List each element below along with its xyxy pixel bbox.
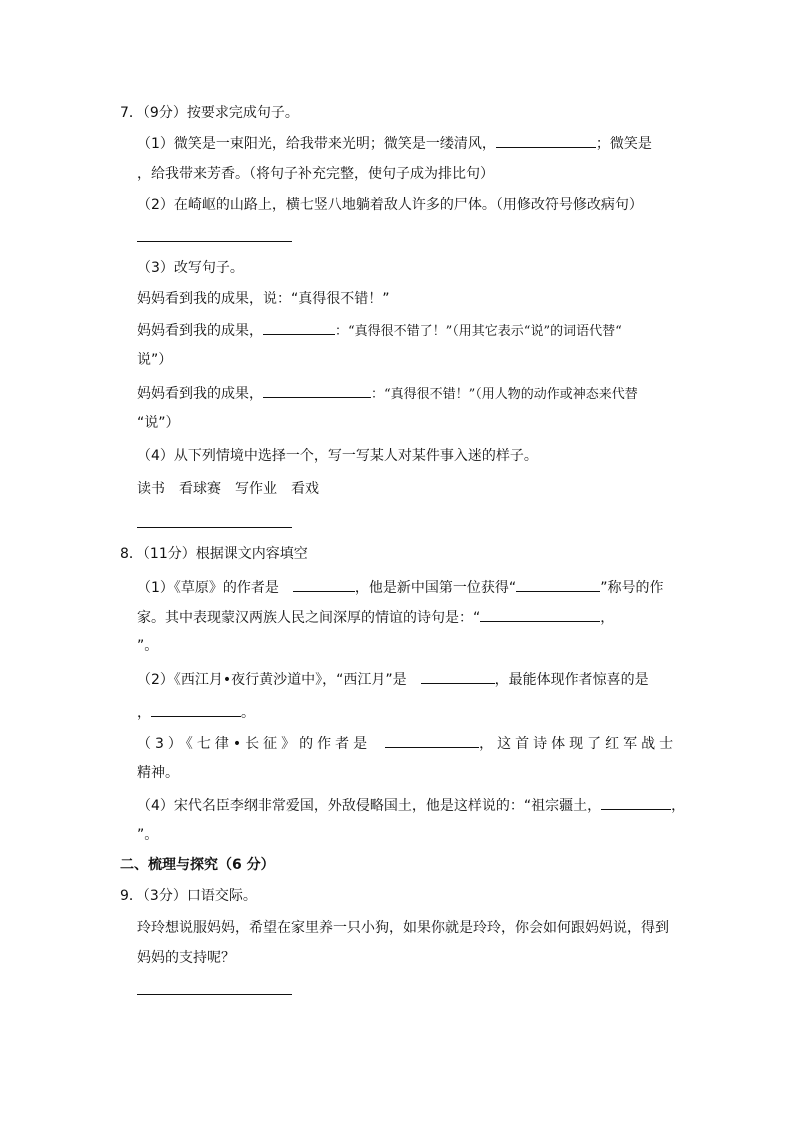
q7-part3: （3）改写句子。	[137, 260, 244, 276]
q8-part1-line3: ”。	[137, 638, 159, 654]
q8-part2-d: 。	[241, 705, 255, 721]
q8-part2-a: （2）《西江月•夜行黄沙道中》，“西江月”是	[137, 672, 407, 688]
q7-part3-blank1[interactable]	[263, 320, 335, 335]
q8-part2-blank2[interactable]	[151, 702, 241, 717]
q8-part4-line1	[137, 795, 685, 816]
q8-part2-c: ，	[137, 705, 151, 721]
q7-part1-line2: ，给我带来芳香。（将句子补充完整，使句子成为排比句）	[137, 166, 494, 182]
q8-part1-blank-author[interactable]	[293, 577, 355, 592]
q7-part1-text-a: （1）微笑是一束阳光，给我带来光明；微笑是一缕清风，	[137, 136, 496, 152]
q7-part3-rewrite1-a: 妈妈看到我的成果，	[137, 323, 263, 339]
q7-part3-rewrite1-cont: 说”）	[137, 352, 173, 368]
q8-part1-e: ，	[600, 610, 615, 626]
section2-title: 二、梳理与探究（6 分）	[120, 857, 275, 873]
q8-part3-blank[interactable]	[385, 733, 479, 748]
q8-part1-line2	[137, 607, 614, 628]
option-reading: 读书	[137, 481, 165, 497]
q7-part3-original: 妈妈看到我的成果，说：“真得很不错！”	[137, 291, 390, 307]
q8-part3-line2: 精神。	[137, 765, 179, 781]
q7-part3-rewrite1-b: ：“真得很不错了！”（用其它表示“说”的词语代替“	[335, 324, 622, 339]
q7-part3-rewrite2-cont: “说”）	[137, 415, 180, 431]
q8-part1-a: （1）《草原》的作者是	[137, 580, 279, 596]
q7-part1-line1	[137, 133, 652, 154]
q7-head: 7．（9分）按要求完成句子。	[120, 105, 299, 121]
q8-part2-line2	[137, 702, 255, 723]
q9-head: 9．（3分）口语交际。	[120, 888, 257, 904]
q8-part1-d: 家。其中表现蒙汉两族人民之间深厚的情谊的诗句是：“	[137, 610, 481, 626]
q7-part3-blank2[interactable]	[263, 383, 371, 398]
q7-part3-rewrite2-a: 妈妈看到我的成果，	[137, 386, 263, 402]
q8-part4-blank[interactable]	[601, 795, 671, 810]
q8-part1-blank-title[interactable]	[516, 577, 600, 592]
q8-part1-line1	[137, 577, 663, 598]
option-watch-ball-game: 看球赛	[179, 481, 221, 497]
q7-part2-answer-line[interactable]	[137, 240, 292, 242]
q8-part3-b: ，这首诗体现了红军战士	[479, 736, 678, 752]
q8-part3-a: （3）《七律•长征》的作者是	[137, 736, 372, 752]
q9-answer-line[interactable]	[137, 993, 292, 995]
q7-part1-blank1[interactable]	[496, 133, 596, 148]
q8-part4-a: （4）宋代名臣李纲非常爱国，外敌侵略国土，他是这样说的：“祖宗疆土，	[137, 798, 602, 814]
q7-part1-text-b: ；微笑是	[595, 136, 652, 152]
q8-part3-line1	[137, 733, 677, 754]
q7-part4-options	[137, 479, 319, 499]
q8-part1-blank-poem[interactable]	[480, 607, 600, 622]
q7-part3-rewrite2-b: ：“真得很不错！”（用人物的动作或神态来代替	[371, 387, 638, 402]
q8-part4-b: ，	[671, 798, 686, 814]
q9-line1: 玲玲想说服妈妈，希望在家里养一只小狗，如果你就是玲玲，你会如何跟妈妈说，得到	[137, 920, 669, 936]
q7-part3-rewrite1	[137, 320, 622, 342]
option-watch-opera: 看戏	[291, 481, 319, 497]
q9-line2: 妈妈的支持呢？	[137, 950, 235, 966]
q8-part2-blank1[interactable]	[421, 669, 495, 684]
q8-part1-c: ”称号的作	[600, 580, 664, 596]
q8-head: 8．（11分）根据课文内容填空	[120, 546, 308, 562]
q8-part4-line2: ”。	[137, 827, 159, 843]
q8-part1-b: ，他是新中国第一位获得“	[354, 580, 517, 596]
option-homework: 写作业	[235, 481, 277, 497]
q7-part2: （2）在崎岖的山路上，横七竖八地躺着敌人许多的尸体。（用修改符号修改病句）	[137, 197, 643, 213]
q7-part3-rewrite2	[137, 383, 638, 405]
q7-part4-answer-line[interactable]	[137, 526, 292, 528]
q7-part4: （4）从下列情境中选择一个，写一写某人对某件事入迷的样子。	[137, 448, 538, 464]
q8-part2-line1	[137, 669, 649, 690]
q8-part2-b: ，最能体现作者惊喜的是	[494, 672, 649, 688]
